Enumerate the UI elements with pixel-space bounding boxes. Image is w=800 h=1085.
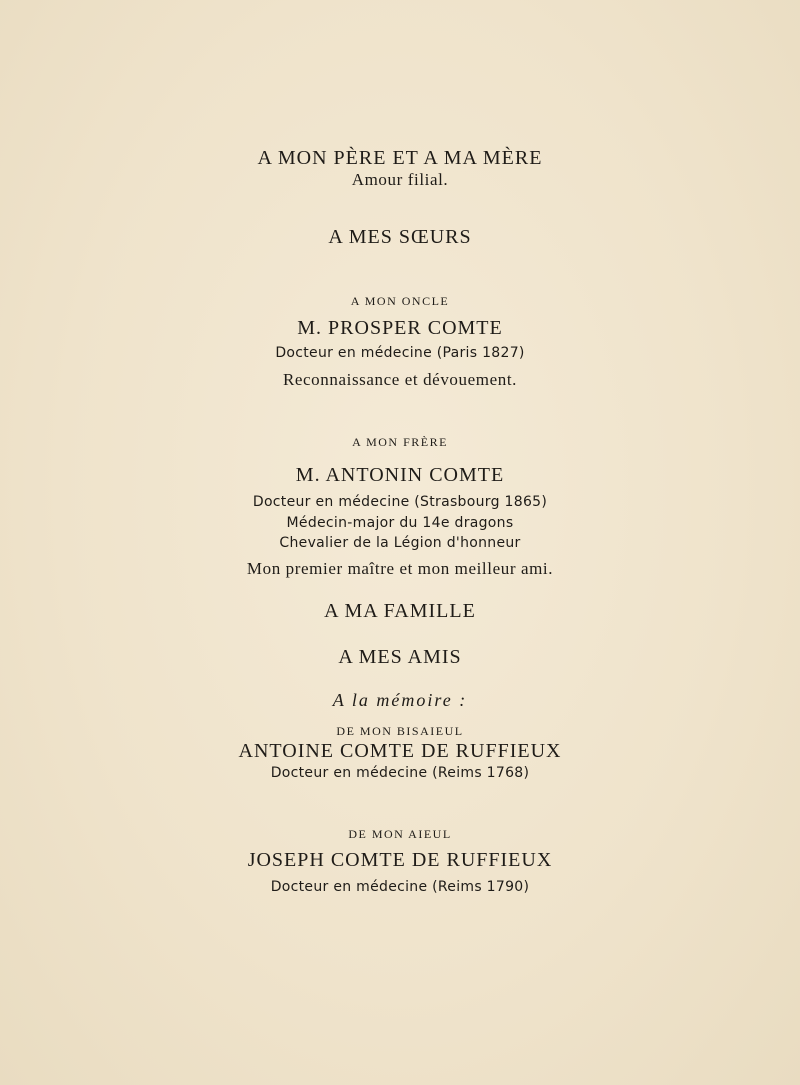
brother-title-2: Médecin-major du 14e dragons [286,515,514,531]
greatgrandfather-title: Docteur en médecine (Reims 1768) [270,765,530,781]
grandfather-title: Docteur en médecine (Reims 1790) [270,879,530,895]
uncle-title: Docteur en médecine (Paris 1827) [275,345,525,361]
grandfather-intro: DE MON AIEUL [348,827,452,841]
memory-heading: A la mémoire : [332,690,468,710]
uncle-name: M. PROSPER COMTE [297,317,503,339]
parents-text: Amour filial. [351,170,449,189]
grandfather-name: JOSEPH COMTE DE RUFFIEUX [247,849,553,871]
brother-text: Mon premier maître et mon meilleur ami. [246,559,554,578]
uncle-text: Reconnaissance et dévouement. [282,370,518,389]
uncle-intro: A MON ONCLE [350,294,450,308]
parents-heading: A MON PÈRE ET A MA MÈRE [257,147,543,169]
brother-intro: A MON FRÈRE [352,435,448,449]
brother-name: M. ANTONIN COMTE [295,464,505,486]
sisters-heading: A MES SŒURS [328,226,472,248]
brother-title-3: Chevalier de la Légion d'honneur [279,535,521,551]
greatgrandfather-intro: DE MON BISAIEUL [336,724,464,738]
family-heading: A MA FAMILLE [324,600,476,622]
friends-heading: A MES AMIS [338,646,462,668]
greatgrandfather-name: ANTOINE COMTE DE RUFFIEUX [238,740,562,762]
brother-title-1: Docteur en médecine (Strasbourg 1865) [252,494,548,510]
